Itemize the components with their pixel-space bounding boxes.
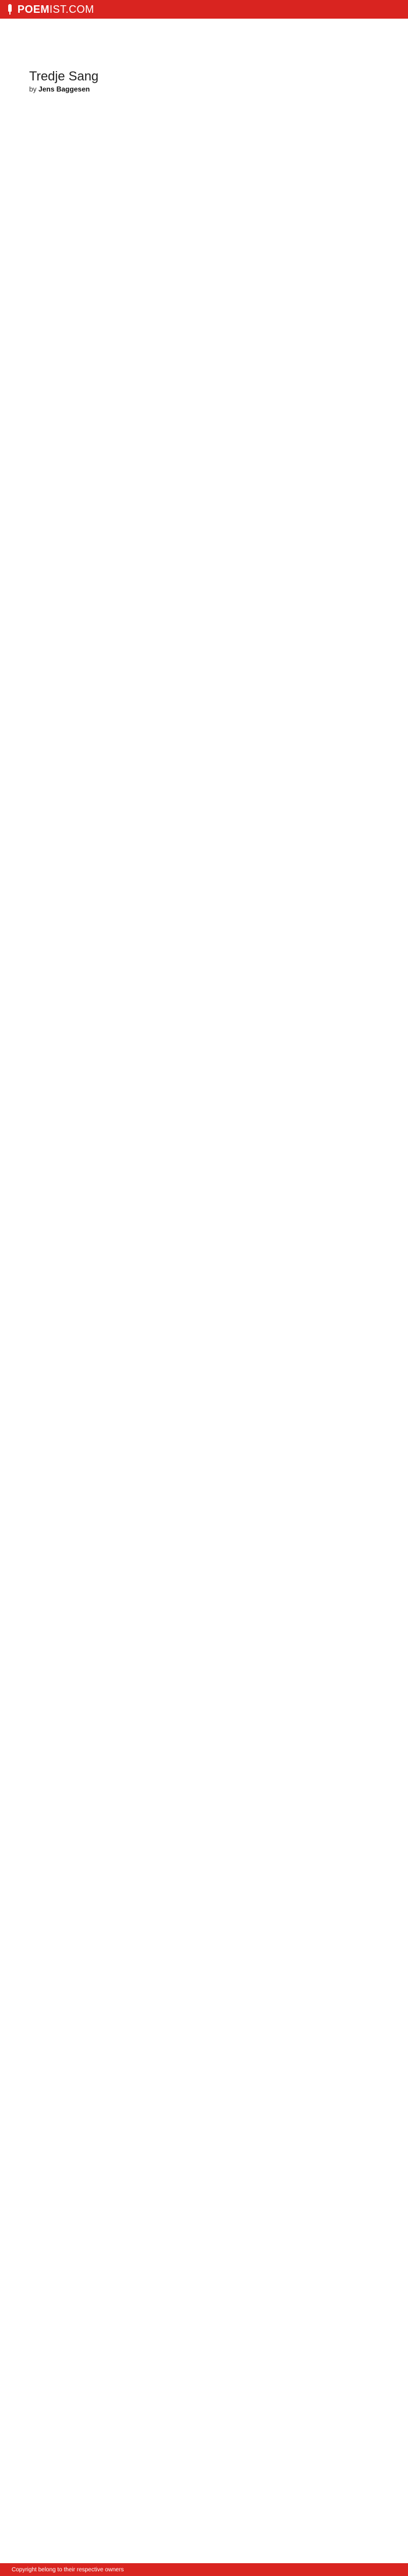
footer-bar: [0, 2563, 408, 2576]
byline: [29, 85, 379, 93]
pen-icon: [6, 4, 14, 15]
poem-title: Tredje Sang: [29, 69, 99, 83]
site-logo-link[interactable]: [6, 3, 94, 16]
byline-prefix: by: [29, 85, 37, 93]
site-logo-text: POEMIST.COM: [17, 3, 94, 15]
author-link[interactable]: Jens Baggesen: [38, 85, 90, 93]
poem-content: [0, 19, 379, 163]
footer-copyright: Copyright belong to their respective owners: [12, 2566, 124, 2573]
top-bar: [0, 0, 408, 19]
